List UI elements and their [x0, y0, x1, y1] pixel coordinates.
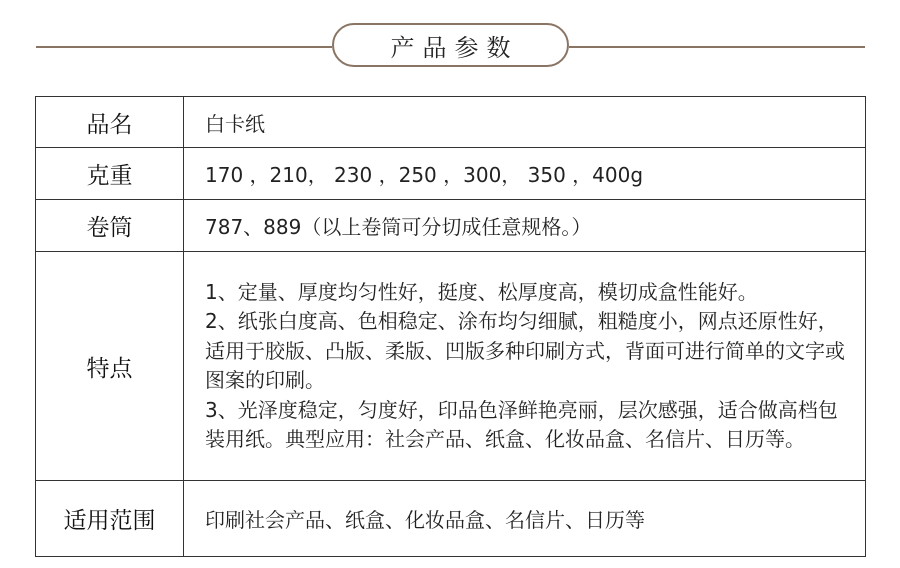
row-value — [184, 252, 866, 481]
section-title: 产品参数 — [390, 33, 519, 62]
header-divider-left — [36, 46, 332, 48]
section-title-pill — [332, 23, 569, 67]
row-label: 卷筒 — [36, 200, 184, 252]
product-spec-table — [35, 96, 866, 557]
row-label: 品名 — [36, 97, 184, 148]
feature-item: 2、纸张白度高、色相稳定、涂布均匀细腻，粗糙度小，网点还原性好，适用于胶版、凸版、柔版、凹版多种印刷方式，背面可进行简单的文字或图案的印刷。 — [205, 309, 845, 392]
row-label: 克重 — [36, 148, 184, 200]
table-row-features — [36, 252, 866, 481]
table-row-product-name — [36, 97, 866, 148]
table-row-applications — [36, 481, 866, 557]
table-row-roll — [36, 200, 866, 252]
header-divider-right — [569, 46, 865, 48]
table-row-weight — [36, 148, 866, 200]
feature-item: 3、光泽度稳定，匀度好，印品色泽鲜艳亮丽，层次感强，适合做高档包装用纸。典型应用：社会产品、纸盒、化妆品盒、名信片、日历等。 — [205, 397, 838, 451]
row-label: 特点 — [36, 252, 184, 481]
feature-item: 1、定量、厚度均匀性好，挺度、松厚度高，模切成盒性能好。 — [205, 279, 758, 304]
row-value: 170 ，210， 230 ，250 ，300， 350 ，400g — [184, 148, 866, 200]
row-value: 787、889（以上卷筒可分切成任意规格。） — [184, 200, 866, 252]
section-header — [0, 0, 900, 80]
row-value: 白卡纸 — [184, 97, 866, 148]
row-label: 适用范围 — [36, 481, 184, 557]
row-value: 印刷社会产品、纸盒、化妆品盒、名信片、日历等 — [184, 481, 866, 557]
